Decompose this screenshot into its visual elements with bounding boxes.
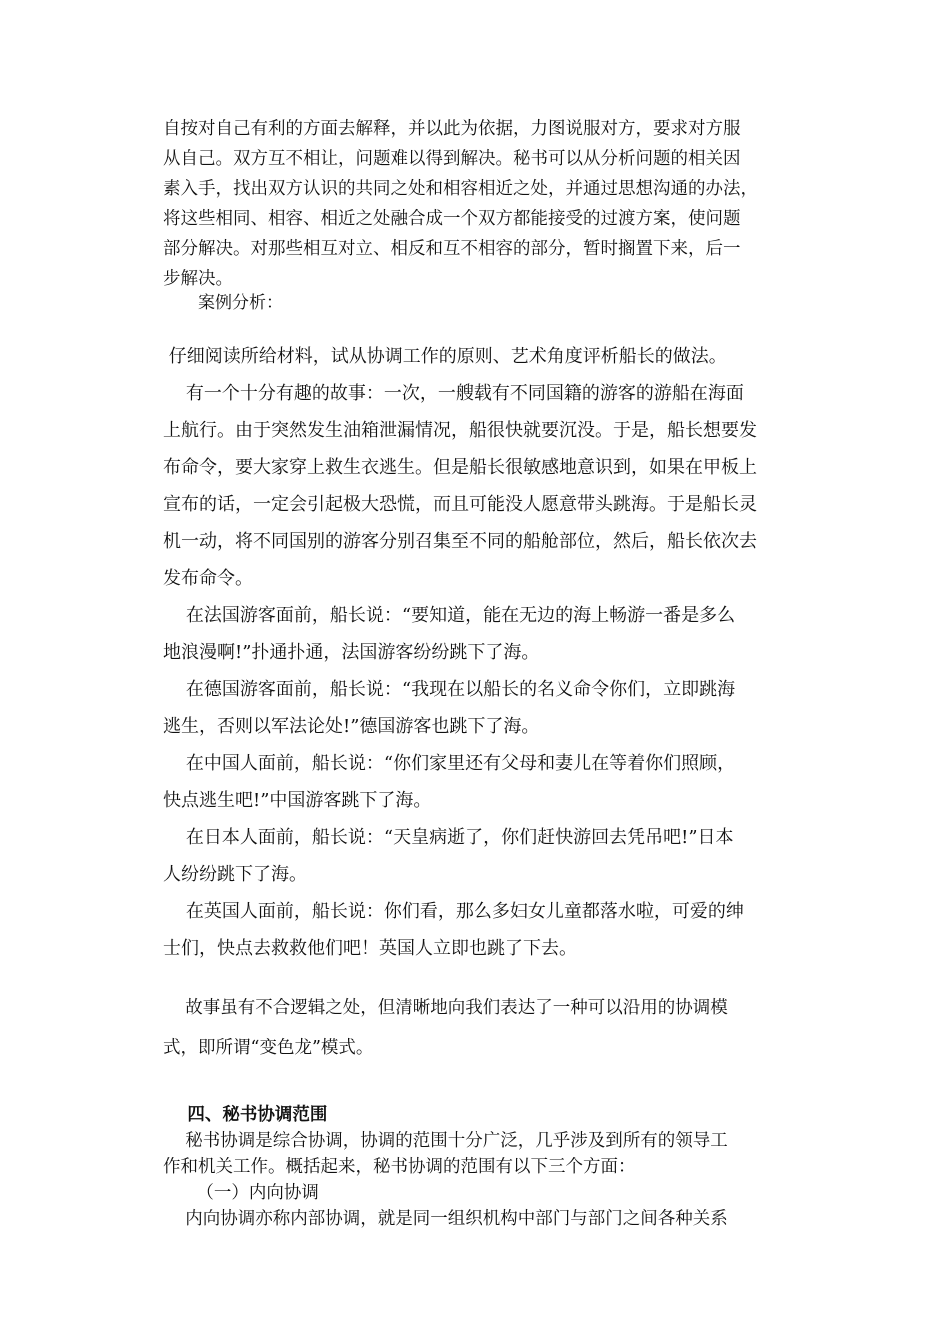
case-story xyxy=(163,338,795,967)
text-line: 自按对自己有利的方面去解释，并以此为依据，力图说服对方，要求对方服 xyxy=(163,119,741,139)
text-line: 地浪漫啊!”扑通扑通，法国游客纷纷跳下了海。 xyxy=(163,642,540,663)
task-instruction: 仔细阅读所给材料，试从协调工作的原则、艺术角度评析船长的做法。 xyxy=(163,346,727,367)
text-line: 式，即所谓“变色龙”模式。 xyxy=(163,1038,374,1058)
text-line: 秘书协调是综合协调，协调的范围十分广泛，几乎涉及到所有的领导工 xyxy=(163,1131,728,1151)
text-line: 素入手，找出双方认识的共同之处和相容相近之处，并通过思想沟通的办法， xyxy=(163,179,758,199)
text-line: 在日本人面前，船长说：“天皇病逝了，你们赶快游回去凭吊吧!”日本 xyxy=(163,827,734,848)
case-analysis-label: 案例分析： xyxy=(198,293,283,313)
text-line: 将这些相同、相容、相近之处融合成一个双方都能接受的过渡方案，使问题 xyxy=(163,209,741,229)
text-line: 在英国人面前，船长说：你们看，那么多妇女儿童都落水啦，可爱的绅 xyxy=(163,901,744,922)
text-line: 发布命令。 xyxy=(163,568,253,589)
text-line: 从自己。双方互不相让，问题难以得到解决。秘书可以从分析问题的相关因 xyxy=(163,149,741,169)
text-line: 布命令，要大家穿上救生衣逃生。但是船长很敏感地意识到，如果在甲板上 xyxy=(163,457,757,478)
text-line: 宣布的话，一定会引起极大恐慌，而且可能没人愿意带头跳海。于是船长灵 xyxy=(163,494,757,515)
text-line: 士们，快点去救救他们吧！英国人立即也跳了下去。 xyxy=(163,938,577,959)
text-line: 在德国游客面前，船长说：“我现在以船长的名义命令你们，立即跳海 xyxy=(163,679,736,700)
section-heading: 四、秘书协调范围 xyxy=(163,1105,328,1125)
text-line: 作和机关工作。概括起来，秘书协调的范围有以下三个方面： xyxy=(163,1157,636,1177)
text-line: 人纷纷跳下了海。 xyxy=(163,864,307,885)
text-line: 在中国人面前，船长说：“你们家里还有父母和妻儿在等着你们照顾， xyxy=(163,753,736,774)
text-line: 机一动，将不同国别的游客分别召集至不同的船舱部位，然后，船长依次去 xyxy=(163,531,757,552)
text-line: 在法国游客面前，船长说：“要知道，能在无边的海上畅游一番是多么 xyxy=(163,605,736,626)
text-line: 部分解决。对那些相互对立、相反和互不相容的部分，暂时搁置下来，后一 xyxy=(163,239,741,259)
subsection-heading: （一）内向协调 xyxy=(163,1183,319,1203)
section-coordination-scope xyxy=(163,1102,795,1232)
text-line: 故事虽有不合逻辑之处，但清晰地向我们表达了一种可以沿用的协调模 xyxy=(163,998,728,1018)
text-line: 有一个十分有趣的故事：一次，一艘载有不同国籍的游客的游船在海面 xyxy=(163,383,744,404)
text-line: 逃生，否则以军法论处!”德国游客也跳下了海。 xyxy=(163,716,540,737)
text-line: 内向协调亦称内部协调，就是同一组织机构中部门与部门之间各种关系 xyxy=(163,1209,728,1229)
text-line: 快点逃生吧!”中国游客跳下了海。 xyxy=(163,790,432,811)
paragraph-coordination-method xyxy=(163,114,795,294)
text-line: 上航行。由于突然发生油箱泄漏情况，船很快就要沉没。于是，船长想要发 xyxy=(163,420,757,441)
story-conclusion xyxy=(163,988,795,1068)
text-line: 步解决。 xyxy=(163,269,233,289)
